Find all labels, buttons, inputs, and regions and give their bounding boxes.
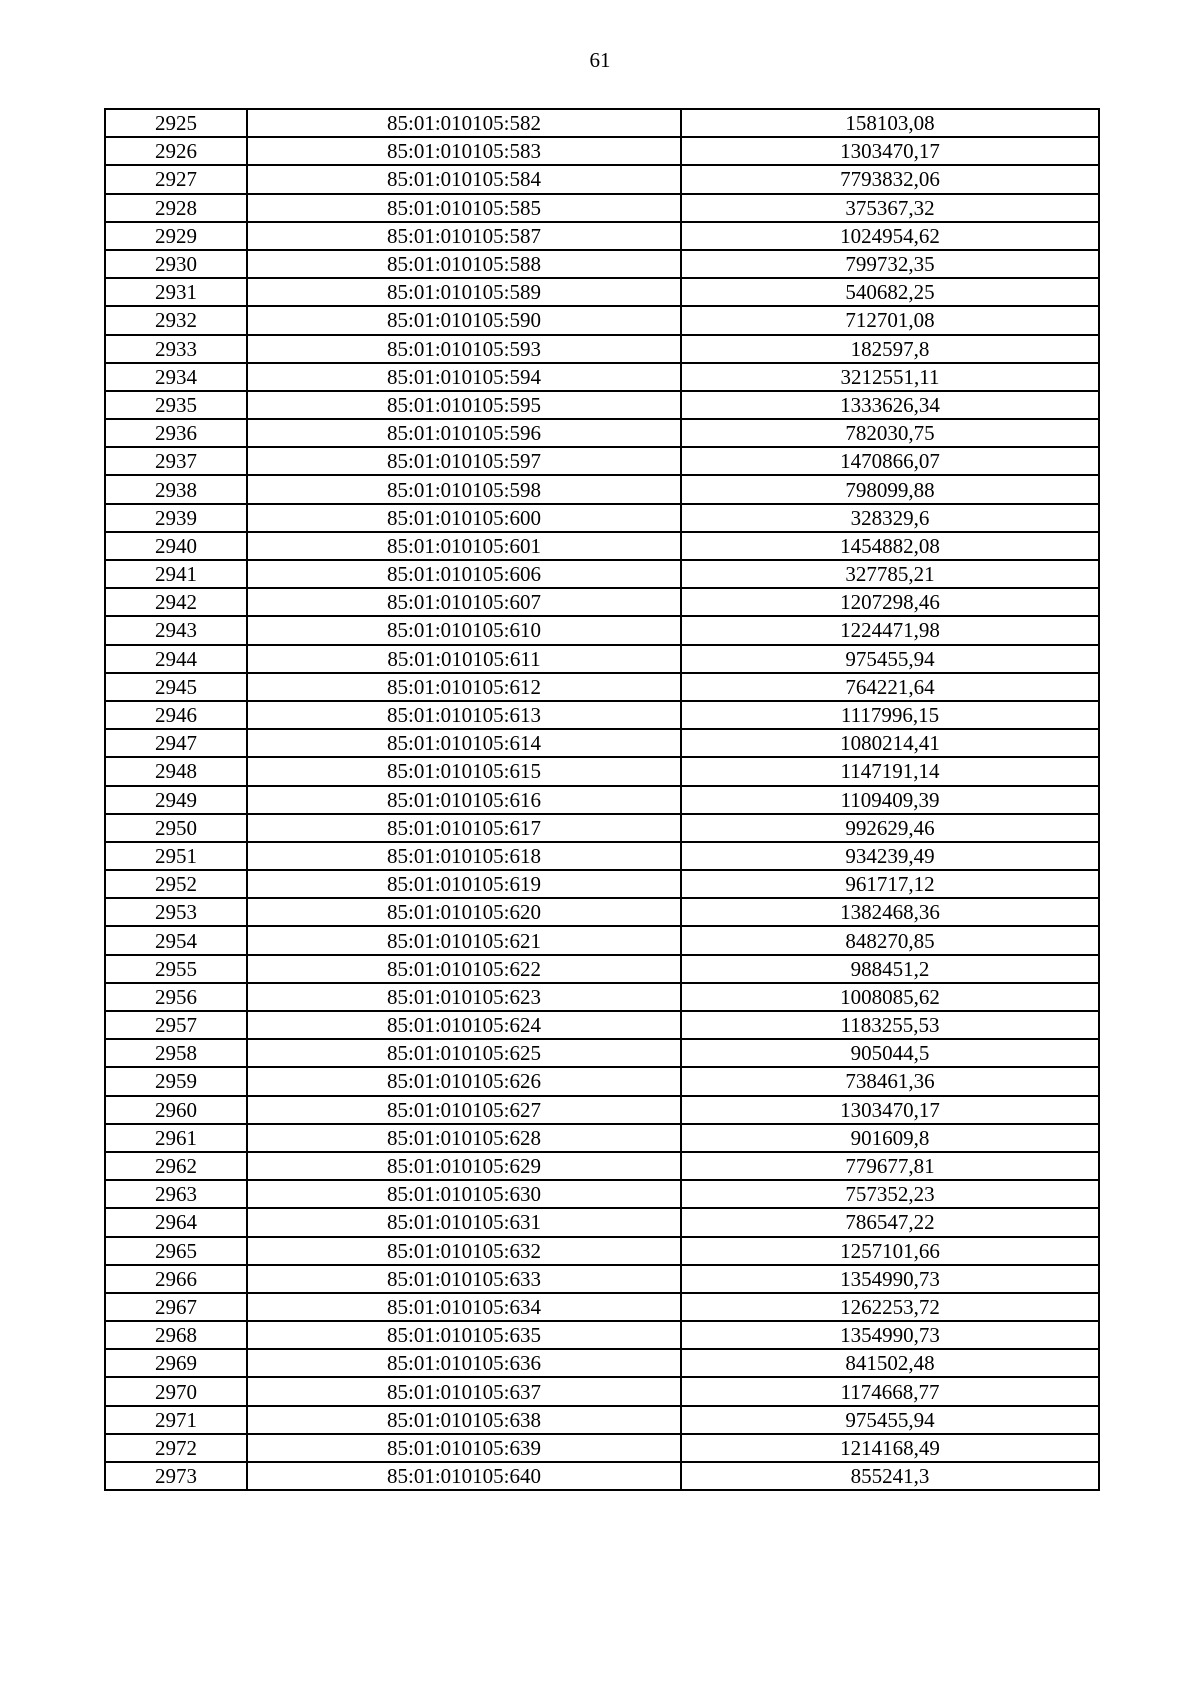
cadastral-number-cell: 85:01:010105:606 xyxy=(247,560,681,588)
table-row xyxy=(105,109,1099,137)
row-number-cell: 2963 xyxy=(105,1180,247,1208)
table-row xyxy=(105,588,1099,616)
table-row xyxy=(105,306,1099,334)
row-number-cell: 2965 xyxy=(105,1237,247,1265)
table-row xyxy=(105,898,1099,926)
row-number-cell: 2973 xyxy=(105,1462,247,1490)
row-number-cell: 2929 xyxy=(105,222,247,250)
cadastral-number-cell: 85:01:010105:627 xyxy=(247,1096,681,1124)
cadastral-number-cell: 85:01:010105:630 xyxy=(247,1180,681,1208)
cadastral-value-cell: 934239,49 xyxy=(681,842,1099,870)
cadastral-number-cell: 85:01:010105:624 xyxy=(247,1011,681,1039)
cadastral-value-cell: 1109409,39 xyxy=(681,786,1099,814)
cadastral-number-cell: 85:01:010105:588 xyxy=(247,250,681,278)
cadastral-value-cell: 1257101,66 xyxy=(681,1237,1099,1265)
row-number-cell: 2942 xyxy=(105,588,247,616)
table-row xyxy=(105,673,1099,701)
row-number-cell: 2944 xyxy=(105,645,247,673)
row-number-cell: 2962 xyxy=(105,1152,247,1180)
table-row xyxy=(105,729,1099,757)
table-row xyxy=(105,335,1099,363)
cadastral-number-cell: 85:01:010105:597 xyxy=(247,447,681,475)
table-row xyxy=(105,1237,1099,1265)
cadastral-number-cell: 85:01:010105:613 xyxy=(247,701,681,729)
cadastral-number-cell: 85:01:010105:639 xyxy=(247,1434,681,1462)
cadastral-value-cell: 375367,32 xyxy=(681,194,1099,222)
cadastral-value-cell: 1183255,53 xyxy=(681,1011,1099,1039)
cadastral-number-cell: 85:01:010105:589 xyxy=(247,278,681,306)
table-row xyxy=(105,1406,1099,1434)
row-number-cell: 2936 xyxy=(105,419,247,447)
cadastral-value-cell: 988451,2 xyxy=(681,955,1099,983)
cadastral-number-cell: 85:01:010105:585 xyxy=(247,194,681,222)
cadastral-number-cell: 85:01:010105:594 xyxy=(247,363,681,391)
cadastral-number-cell: 85:01:010105:582 xyxy=(247,109,681,137)
table-row xyxy=(105,701,1099,729)
row-number-cell: 2930 xyxy=(105,250,247,278)
cadastral-number-cell: 85:01:010105:618 xyxy=(247,842,681,870)
cadastral-value-cell: 3212551,11 xyxy=(681,363,1099,391)
cadastral-value-cell: 798099,88 xyxy=(681,475,1099,503)
cadastral-number-cell: 85:01:010105:587 xyxy=(247,222,681,250)
cadastral-number-cell: 85:01:010105:615 xyxy=(247,757,681,785)
cadastral-value-cell: 1303470,17 xyxy=(681,137,1099,165)
cadastral-number-cell: 85:01:010105:620 xyxy=(247,898,681,926)
cadastral-value-cell: 1080214,41 xyxy=(681,729,1099,757)
row-number-cell: 2950 xyxy=(105,814,247,842)
table-row xyxy=(105,814,1099,842)
cadastral-number-cell: 85:01:010105:632 xyxy=(247,1237,681,1265)
cadastral-value-cell: 901609,8 xyxy=(681,1124,1099,1152)
row-number-cell: 2945 xyxy=(105,673,247,701)
table-row xyxy=(105,1096,1099,1124)
cadastral-value-cell: 1024954,62 xyxy=(681,222,1099,250)
table-row xyxy=(105,1377,1099,1405)
cadastral-number-cell: 85:01:010105:633 xyxy=(247,1265,681,1293)
cadastral-value-cell: 779677,81 xyxy=(681,1152,1099,1180)
cadastral-value-cell: 1382468,36 xyxy=(681,898,1099,926)
cadastral-value-cell: 1008085,62 xyxy=(681,983,1099,1011)
cadastral-number-cell: 85:01:010105:621 xyxy=(247,926,681,954)
table-row xyxy=(105,165,1099,193)
page-number: 61 xyxy=(589,48,611,72)
table-row xyxy=(105,447,1099,475)
row-number-cell: 2970 xyxy=(105,1377,247,1405)
row-number-cell: 2928 xyxy=(105,194,247,222)
table-row xyxy=(105,870,1099,898)
cadastral-number-cell: 85:01:010105:607 xyxy=(247,588,681,616)
row-number-cell: 2964 xyxy=(105,1208,247,1236)
cadastral-number-cell: 85:01:010105:590 xyxy=(247,306,681,334)
cadastral-number-cell: 85:01:010105:596 xyxy=(247,419,681,447)
row-number-cell: 2947 xyxy=(105,729,247,757)
row-number-cell: 2948 xyxy=(105,757,247,785)
table-row xyxy=(105,504,1099,532)
table-row xyxy=(105,1152,1099,1180)
cadastral-value-cell: 1174668,77 xyxy=(681,1377,1099,1405)
row-number-cell: 2933 xyxy=(105,335,247,363)
table-row xyxy=(105,842,1099,870)
row-number-cell: 2954 xyxy=(105,926,247,954)
cadastral-value-cell: 905044,5 xyxy=(681,1039,1099,1067)
table-row xyxy=(105,1180,1099,1208)
cadastral-value-cell: 786547,22 xyxy=(681,1208,1099,1236)
row-number-cell: 2946 xyxy=(105,701,247,729)
row-number-cell: 2934 xyxy=(105,363,247,391)
table-row xyxy=(105,1434,1099,1462)
row-number-cell: 2940 xyxy=(105,532,247,560)
cadastral-number-cell: 85:01:010105:625 xyxy=(247,1039,681,1067)
cadastral-number-cell: 85:01:010105:622 xyxy=(247,955,681,983)
row-number-cell: 2966 xyxy=(105,1265,247,1293)
cadastral-number-cell: 85:01:010105:634 xyxy=(247,1293,681,1321)
table-row xyxy=(105,955,1099,983)
cadastral-value-cell: 182597,8 xyxy=(681,335,1099,363)
table-row xyxy=(105,560,1099,588)
cadastral-value-table xyxy=(104,108,1100,1491)
row-number-cell: 2971 xyxy=(105,1406,247,1434)
row-number-cell: 2949 xyxy=(105,786,247,814)
table-row xyxy=(105,645,1099,673)
row-number-cell: 2953 xyxy=(105,898,247,926)
cadastral-value-cell: 1333626,34 xyxy=(681,391,1099,419)
cadastral-number-cell: 85:01:010105:610 xyxy=(247,616,681,644)
cadastral-value-cell: 764221,64 xyxy=(681,673,1099,701)
row-number-cell: 2952 xyxy=(105,870,247,898)
cadastral-number-cell: 85:01:010105:611 xyxy=(247,645,681,673)
row-number-cell: 2955 xyxy=(105,955,247,983)
cadastral-number-cell: 85:01:010105:600 xyxy=(247,504,681,532)
cadastral-number-cell: 85:01:010105:598 xyxy=(247,475,681,503)
cadastral-number-cell: 85:01:010105:637 xyxy=(247,1377,681,1405)
row-number-cell: 2926 xyxy=(105,137,247,165)
cadastral-number-cell: 85:01:010105:614 xyxy=(247,729,681,757)
table-row xyxy=(105,616,1099,644)
cadastral-value-cell: 1354990,73 xyxy=(681,1265,1099,1293)
table-row xyxy=(105,391,1099,419)
cadastral-value-cell: 1147191,14 xyxy=(681,757,1099,785)
row-number-cell: 2959 xyxy=(105,1067,247,1095)
cadastral-value-cell: 1117996,15 xyxy=(681,701,1099,729)
table-row xyxy=(105,137,1099,165)
table-row xyxy=(105,278,1099,306)
row-number-cell: 2956 xyxy=(105,983,247,1011)
cadastral-value-cell: 1224471,98 xyxy=(681,616,1099,644)
table-body xyxy=(105,109,1099,1490)
table-row xyxy=(105,1265,1099,1293)
cadastral-value-cell: 328329,6 xyxy=(681,504,1099,532)
cadastral-number-cell: 85:01:010105:617 xyxy=(247,814,681,842)
row-number-cell: 2938 xyxy=(105,475,247,503)
cadastral-value-cell: 1207298,46 xyxy=(681,588,1099,616)
cadastral-value-cell: 975455,94 xyxy=(681,1406,1099,1434)
table-row xyxy=(105,1462,1099,1490)
cadastral-number-cell: 85:01:010105:619 xyxy=(247,870,681,898)
cadastral-value-cell: 1262253,72 xyxy=(681,1293,1099,1321)
cadastral-value-cell: 848270,85 xyxy=(681,926,1099,954)
row-number-cell: 2935 xyxy=(105,391,247,419)
cadastral-number-cell: 85:01:010105:626 xyxy=(247,1067,681,1095)
cadastral-number-cell: 85:01:010105:612 xyxy=(247,673,681,701)
cadastral-number-cell: 85:01:010105:595 xyxy=(247,391,681,419)
row-number-cell: 2958 xyxy=(105,1039,247,1067)
cadastral-value-cell: 327785,21 xyxy=(681,560,1099,588)
row-number-cell: 2969 xyxy=(105,1349,247,1377)
cadastral-value-cell: 7793832,06 xyxy=(681,165,1099,193)
row-number-cell: 2925 xyxy=(105,109,247,137)
cadastral-value-cell: 1470866,07 xyxy=(681,447,1099,475)
row-number-cell: 2932 xyxy=(105,306,247,334)
cadastral-value-cell: 712701,08 xyxy=(681,306,1099,334)
row-number-cell: 2943 xyxy=(105,616,247,644)
cadastral-number-cell: 85:01:010105:593 xyxy=(247,335,681,363)
cadastral-number-cell: 85:01:010105:583 xyxy=(247,137,681,165)
cadastral-number-cell: 85:01:010105:635 xyxy=(247,1321,681,1349)
table-row xyxy=(105,926,1099,954)
table-row xyxy=(105,222,1099,250)
row-number-cell: 2939 xyxy=(105,504,247,532)
table-row xyxy=(105,250,1099,278)
row-number-cell: 2957 xyxy=(105,1011,247,1039)
row-number-cell: 2972 xyxy=(105,1434,247,1462)
table-row xyxy=(105,475,1099,503)
table-row xyxy=(105,786,1099,814)
table-row xyxy=(105,363,1099,391)
row-number-cell: 2951 xyxy=(105,842,247,870)
table-row xyxy=(105,1321,1099,1349)
table-row xyxy=(105,194,1099,222)
table-row xyxy=(105,983,1099,1011)
cadastral-value-cell: 782030,75 xyxy=(681,419,1099,447)
row-number-cell: 2941 xyxy=(105,560,247,588)
row-number-cell: 2937 xyxy=(105,447,247,475)
cadastral-number-cell: 85:01:010105:601 xyxy=(247,532,681,560)
cadastral-value-cell: 975455,94 xyxy=(681,645,1099,673)
cadastral-value-cell: 757352,23 xyxy=(681,1180,1099,1208)
cadastral-number-cell: 85:01:010105:616 xyxy=(247,786,681,814)
cadastral-number-cell: 85:01:010105:631 xyxy=(247,1208,681,1236)
cadastral-number-cell: 85:01:010105:636 xyxy=(247,1349,681,1377)
cadastral-number-cell: 85:01:010105:640 xyxy=(247,1462,681,1490)
table-row xyxy=(105,1349,1099,1377)
row-number-cell: 2968 xyxy=(105,1321,247,1349)
table-row xyxy=(105,1011,1099,1039)
cadastral-value-cell: 158103,08 xyxy=(681,109,1099,137)
table-row xyxy=(105,757,1099,785)
cadastral-value-cell: 1214168,49 xyxy=(681,1434,1099,1462)
cadastral-value-cell: 855241,3 xyxy=(681,1462,1099,1490)
cadastral-value-cell: 992629,46 xyxy=(681,814,1099,842)
row-number-cell: 2961 xyxy=(105,1124,247,1152)
cadastral-value-cell: 1454882,08 xyxy=(681,532,1099,560)
cadastral-value-cell: 799732,35 xyxy=(681,250,1099,278)
table-row xyxy=(105,1067,1099,1095)
table-row xyxy=(105,1124,1099,1152)
table-row xyxy=(105,419,1099,447)
table-row xyxy=(105,532,1099,560)
row-number-cell: 2927 xyxy=(105,165,247,193)
cadastral-value-cell: 1354990,73 xyxy=(681,1321,1099,1349)
row-number-cell: 2960 xyxy=(105,1096,247,1124)
cadastral-value-cell: 540682,25 xyxy=(681,278,1099,306)
cadastral-value-cell: 961717,12 xyxy=(681,870,1099,898)
cadastral-value-cell: 841502,48 xyxy=(681,1349,1099,1377)
row-number-cell: 2967 xyxy=(105,1293,247,1321)
cadastral-number-cell: 85:01:010105:623 xyxy=(247,983,681,1011)
table-row xyxy=(105,1039,1099,1067)
row-number-cell: 2931 xyxy=(105,278,247,306)
table-row xyxy=(105,1208,1099,1236)
cadastral-number-cell: 85:01:010105:638 xyxy=(247,1406,681,1434)
cadastral-number-cell: 85:01:010105:629 xyxy=(247,1152,681,1180)
cadastral-value-cell: 738461,36 xyxy=(681,1067,1099,1095)
cadastral-number-cell: 85:01:010105:584 xyxy=(247,165,681,193)
table-row xyxy=(105,1293,1099,1321)
cadastral-number-cell: 85:01:010105:628 xyxy=(247,1124,681,1152)
cadastral-value-cell: 1303470,17 xyxy=(681,1096,1099,1124)
